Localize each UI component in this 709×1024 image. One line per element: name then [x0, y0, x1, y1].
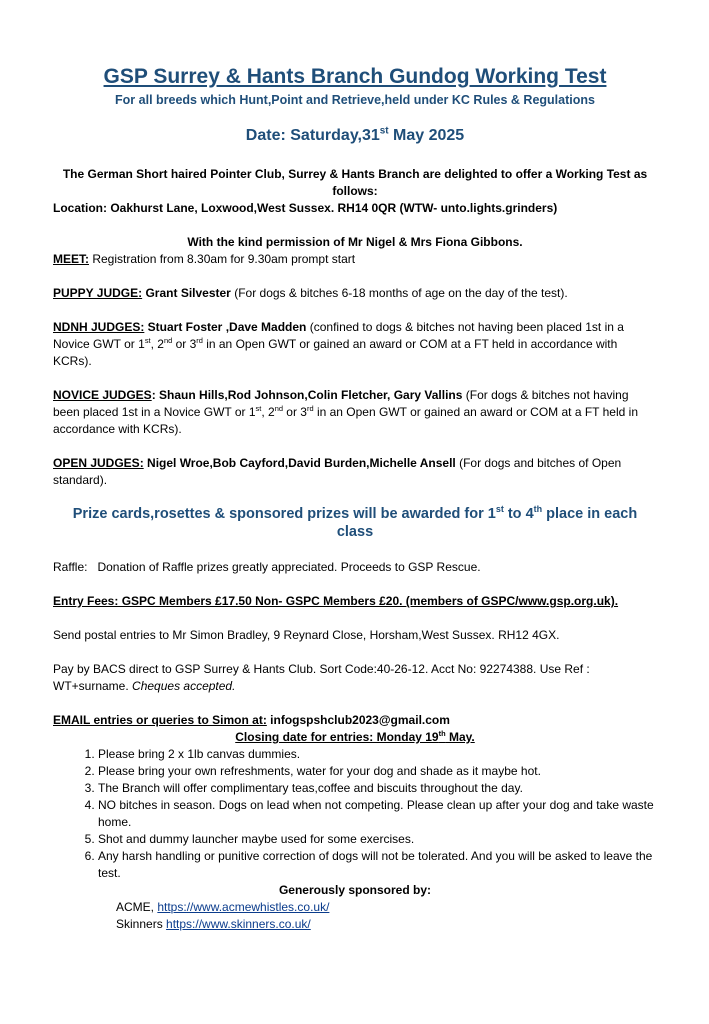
- document-page: [53, 64, 657, 933]
- novice-text-d: in an Open GWT or gained an award or COM at a FT held in accordance with KCRs).: [53, 405, 638, 436]
- puppy-names: Grant Silvester: [142, 286, 231, 300]
- list-item: 5. Shot and dummy launcher maybe used for some exercises.: [98, 831, 657, 848]
- sponsor-item-skinners: [116, 916, 657, 933]
- puppy-label: PUPPY JUDGE:: [53, 286, 143, 300]
- intro-line: The German Short haired Pointer Club, Surrey & Hants Branch are delighted to offer a Working Test as follows:: [62, 167, 648, 198]
- bacs-text: Pay by BACS direct to GSP Surrey & Hants Club. Sort Code:40-26-12. Acct No: 92274388. Use Ref : WT+surname.: [53, 662, 590, 693]
- novice-label: NOVICE JUDGES: [53, 388, 152, 402]
- sponsor-list: [116, 899, 657, 933]
- novice-colon: :: [151, 388, 156, 402]
- ndnh-text-b: , 2: [150, 337, 164, 351]
- meet-label: MEET:: [53, 252, 89, 266]
- open-text: (For dogs and bitches of Open standard).: [53, 456, 622, 487]
- ndnh-label: NDNH JUDGES:: [53, 320, 145, 334]
- cheques-note: Cheques accepted.: [132, 679, 236, 693]
- ndnh-judges: [53, 319, 657, 370]
- bacs-payment: [53, 661, 657, 695]
- novice-text-a: (For dogs & bitches not having been placed 1st in a Novice GWT or 1: [53, 388, 629, 419]
- email-label: EMAIL entries or queries to Simon at:: [53, 713, 267, 727]
- novice-text-b: , 2: [261, 405, 275, 419]
- sponsor-name: ACME,: [116, 900, 158, 914]
- prize-sup2: th: [533, 504, 543, 515]
- novice-sup1: st: [255, 404, 262, 414]
- sponsors-heading: Generously sponsored by:: [278, 883, 432, 897]
- novice-text-c: or 3: [282, 405, 307, 419]
- prize-text-c: place in each class: [336, 506, 638, 540]
- date-prefix: Date: Saturday,31: [245, 127, 380, 144]
- page-title: GSP Surrey & Hants Branch Gundog Working Test: [103, 65, 607, 88]
- entry-fees: Entry Fees: GSPC Members £17.50 Non- GSPC Members £20. (members of GSPC/www.gsp.org.uk).: [53, 594, 619, 608]
- sponsor-link-skinners[interactable]: https://www.skinners.co.uk/: [166, 917, 311, 931]
- closing-text-b: May.: [445, 730, 475, 744]
- list-item: 1. Please bring 2 x 1lb canvas dummies.: [98, 746, 657, 763]
- ndnh-text-d: in an Open GWT or gained an award or COM at a FT held in accordance with KCRs).: [53, 337, 618, 368]
- meet-line: [53, 251, 657, 268]
- open-names: Nigel Wroe,Bob Cayford,David Burden,Michelle Ansell: [143, 456, 456, 470]
- prize-sup1: st: [495, 504, 504, 515]
- list-item: 6. Any harsh handling or punitive correction of dogs will not be tolerated. And you will be asked to leave the test.: [98, 848, 657, 882]
- intro: [53, 166, 657, 251]
- open-label: OPEN JUDGES:: [53, 456, 144, 470]
- ndnh-sup3: rd: [196, 336, 203, 346]
- ndnh-sup2: nd: [163, 336, 173, 346]
- date-suffix: May 2025: [388, 127, 465, 144]
- closing-text-a: Closing date for entries: Monday 19: [235, 730, 439, 744]
- novice-names: Shaun Hills,Rod Johnson,Colin Fletcher, Gary Vallins: [155, 388, 463, 402]
- page-subtitle: For all breeds which Hunt,Point and Retrieve,held under KC Rules & Regulations: [115, 93, 595, 107]
- ndnh-names: Stuart Foster ,Dave Madden: [144, 320, 307, 334]
- list-item: 3. The Branch will offer complimentary teas,coffee and biscuits throughout the day.: [98, 780, 657, 797]
- ndnh-text-a: (confined to dogs & bitches not having been placed 1st in a Novice GWT or 1: [53, 320, 624, 351]
- list-item: 4. NO bitches in season. Dogs on lead when not competing. Please clean up after your dog and take waste home.: [98, 797, 657, 831]
- closing-date: [53, 729, 657, 746]
- meet-text: Registration from 8.30am for 9.30am prompt start: [89, 252, 356, 266]
- sponsor-item-acme: [116, 899, 657, 916]
- notes-list: [53, 746, 657, 882]
- list-item: 2. Please bring your own refreshments, water for your dog and shade as it maybe hot.: [98, 763, 657, 780]
- closing-sup: th: [438, 729, 446, 739]
- prize-text-b: to 4: [503, 506, 534, 522]
- sponsor-name: Skinners: [116, 917, 167, 931]
- email-line: [53, 712, 657, 729]
- novice-sup3: rd: [306, 404, 314, 414]
- prize-text-a: Prize cards,rosettes & sponsored prizes will be awarded for 1: [72, 506, 496, 522]
- location-line: Location: Oakhurst Lane, Loxwood,West Sussex. RH14 0QR (WTW- unto.lights.grinders): [53, 201, 558, 215]
- ndnh-sup1: st: [144, 336, 151, 346]
- sponsor-link-acme[interactable]: https://www.acmewhistles.co.uk/: [157, 900, 330, 914]
- novice-sup2: nd: [274, 404, 283, 414]
- novice-judges: [53, 387, 657, 438]
- ndnh-text-c: or 3: [172, 337, 197, 351]
- puppy-text: (For dogs & bitches 6-18 months of age on the day of the test).: [230, 286, 568, 300]
- date-sup: st: [379, 125, 389, 137]
- permission-line: With the kind permission of Mr Nigel & Mrs Fiona Gibbons.: [187, 235, 523, 249]
- postal-entries: Send postal entries to Mr Simon Bradley, 9 Reynard Close, Horsham,West Sussex. RH12 4GX.: [53, 628, 560, 642]
- open-judges: [53, 455, 657, 489]
- event-date: [53, 126, 657, 146]
- puppy-judge: [53, 285, 657, 302]
- prize-heading: [53, 505, 657, 541]
- email-address[interactable]: infogspshclub2023@gmail.com: [266, 713, 450, 727]
- raffle-line: Raffle: Donation of Raffle prizes greatly appreciated. Proceeds to GSP Rescue.: [53, 560, 481, 574]
